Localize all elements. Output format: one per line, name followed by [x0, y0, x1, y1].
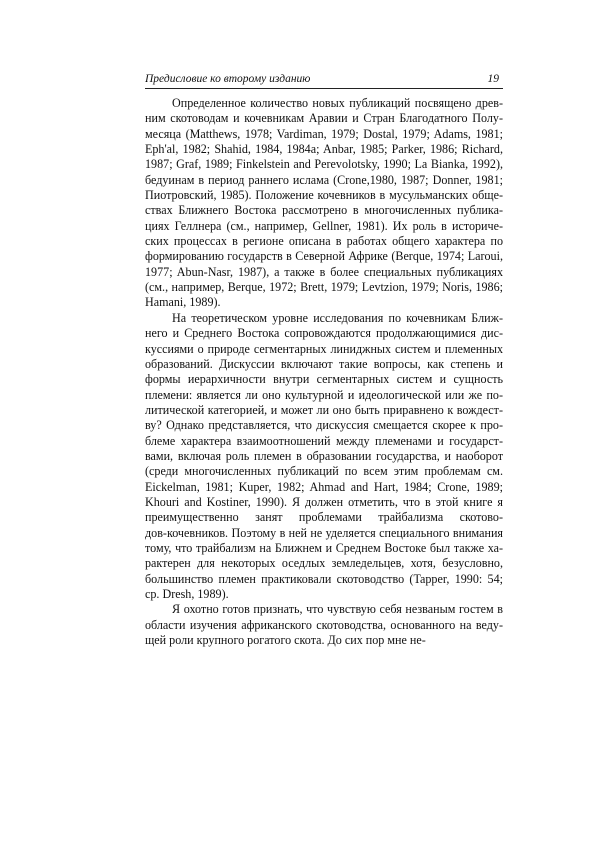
text-line: ву? Однако представляется, что дискуссия смещается скорее к про-	[145, 418, 503, 433]
text-line: На теоретическом уровне исследования по кочевникам Ближ-	[172, 310, 503, 325]
running-header	[145, 73, 503, 89]
text-line: куссиями о природе сегментарных линиджных систем и племенных	[145, 341, 503, 356]
text-line: (см., например, Berque, 1972; Brett, 1979; Levtzion, 1979; Noris, 1986;	[145, 280, 503, 295]
text-line: области изучения африканского скотоводства, основанного на веду-	[145, 617, 503, 632]
body-text	[145, 96, 503, 648]
text-line: Определенное количество новых публикаций посвящено древ-	[172, 96, 503, 110]
text-line: Eickelman, 1981; Kuper, 1982; Ahmad and Hart, 1984; Crone, 1989;	[145, 479, 503, 494]
text-line: преимущественно занят проблемами трайбализма скотово-	[145, 510, 503, 525]
text-line: Khouri and Kostiner, 1990). Я должен отметить, что в этой книге я	[145, 494, 503, 509]
text-line: племени: является ли оно культурной и идеологической или же по-	[145, 387, 503, 402]
text-line: бедуинам в период раннего ислама (Crone,1980, 1987; Donner, 1981;	[145, 172, 503, 187]
text-line: 1987; Graf, 1989; Finkelstein and Perevolotsky, 1990; La Bianka, 1992),	[145, 157, 503, 172]
paragraph	[145, 602, 503, 648]
text-line: Я охотно готов признать, что чувствую себя незваным гостем в	[172, 602, 503, 617]
text-line: тому, что трайбализм на Ближнем и Среднем Востоке был также ха-	[145, 540, 503, 555]
paragraph	[145, 96, 503, 311]
text-line: Hamani, 1989).	[145, 295, 221, 310]
text-line: блеме характера взаимоотношений между племенами и государст-	[145, 433, 503, 448]
running-title: Предисловие ко второму изданию	[145, 73, 311, 85]
text-line: рактерен для некоторых оседлых земледельцев, хотя, безусловно,	[145, 556, 503, 571]
text-line: большинство племен практиковали скотоводство (Tapper, 1990: 54;	[145, 571, 503, 586]
text-line: ним скотоводам и кочевникам Аравии и Стран Благодатного Полу-	[145, 111, 503, 126]
text-line: ских процессах в регионе описана в работах общего характера по	[145, 234, 503, 249]
text-line: дов-кочевников. Поэтому в ней не уделяется специального внимания	[145, 525, 503, 540]
text-line: месяца (Matthews, 1978; Vardiman, 1979; Dostal, 1979; Adams, 1981;	[145, 126, 503, 141]
text-line: вами, включая роль племен в образовании государства, и наоборот	[145, 448, 503, 463]
text-line: щей роли крупного рогатого скота. До сих пор мне не-	[145, 633, 426, 648]
text-line: формы иерархичности внутри сегментарных систем и сущность	[145, 372, 503, 387]
text-line: Пиотровский, 1985). Положение кочевников в мусульманских обще-	[145, 188, 503, 203]
text-line: 1977; Abun-Nasr, 1987), а также в более специальных публикациях	[145, 264, 503, 279]
text-line: циях Геллнера (см., например, Gellner, 1981). Их роль в историче-	[145, 218, 503, 233]
text-line: Eph'al, 1982; Shahid, 1984, 1984a; Anbar, 1985; Parker, 1986; Richard,	[145, 142, 503, 157]
text-line: литической категорией, и может ли оно быть приравнено к вождест-	[145, 402, 503, 417]
text-line: (среди многочисленных публикаций по всем этим проблемам см.	[145, 464, 503, 479]
text-line: формированию государств в Северной Африке (Berque, 1974; Laroui,	[145, 249, 503, 264]
text-line: ствах Ближнего Востока рассмотрено в многочисленных публика-	[145, 203, 503, 218]
text-line: него и Среднего Востока сопровождаются продолжающимися дис-	[145, 326, 503, 341]
text-line: образований. Дискуссии включают такие вопросы, как степень и	[145, 356, 503, 371]
text-line: cp. Dresh, 1989).	[145, 587, 229, 601]
page-number: 19	[487, 73, 499, 85]
paragraph	[145, 311, 503, 603]
